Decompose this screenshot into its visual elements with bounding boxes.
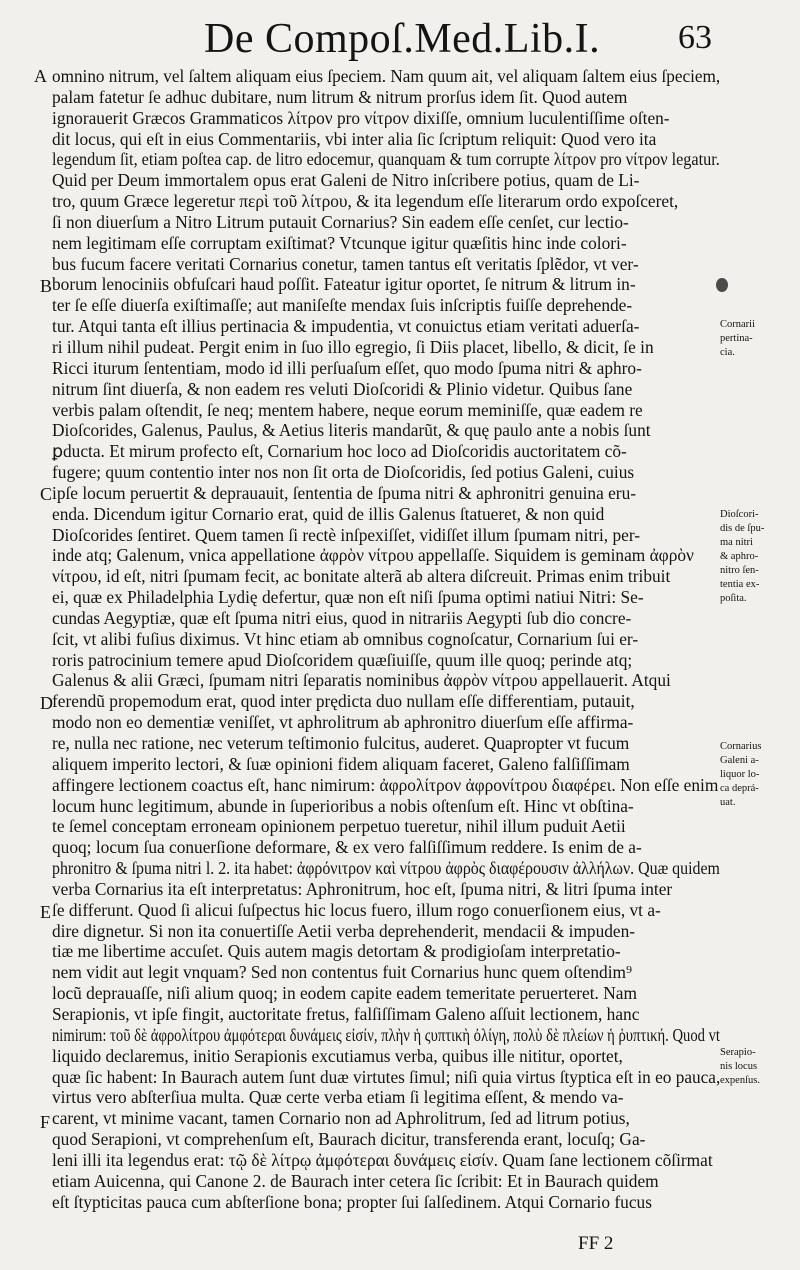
text-line: etiam Auicenna, qui Canone 2. de Baurach inter cetera ſic ſcribit: Et in Baurach quidem bbox=[52, 1170, 659, 1191]
running-title: De Compoſ.Med.Lib.I. bbox=[204, 16, 601, 62]
section-letter-d: D bbox=[40, 693, 53, 713]
sidenote-line: Galeni a- bbox=[720, 755, 759, 766]
page-number: 63 bbox=[678, 19, 712, 56]
text-line: tur. Atqui tanta eſt illius pertinacia & impudentia, vt conuictus etiam veritati aduerſa- bbox=[52, 316, 640, 337]
text-line: ſe differunt. Quod ſi alicui ſuſpectus hic locus fuero, illum rogo conuerſionem eius, vt a- bbox=[52, 899, 661, 920]
sidenote-cornarii-pertinacia bbox=[720, 318, 798, 360]
sidenote-line: Serapio- bbox=[720, 1047, 756, 1058]
text-line: modo non eo dementiæ veniſſet, vt aphrolitrum ab aphronitro diuerſum eſſe affirma- bbox=[52, 712, 634, 733]
text-line: legendum ſit, etiam poſtea cap. de litro edocemur, quanquam & tum corrupte λίτρον pro νίτρον legatur. bbox=[52, 149, 720, 170]
text-line: ꝑducta. Et mirum profecto eſt, Cornarium hoc loco ad Dioſcoridis auctoritatem cõ- bbox=[52, 441, 627, 462]
text-line: verba Cornarius ita eſt interpretatus: Aphronitrum, hoc eſt, ſpuma nitri, & litri ſpuma inter bbox=[52, 878, 673, 899]
text-line: re, nulla nec ratione, nec veterum teſtimonio fulcitus, auderet. Quapropter vt fucum bbox=[52, 733, 630, 753]
sidenote-line: Cornarius bbox=[720, 741, 762, 752]
text-line: nem vidit aut legit vnquam? Sed non contentus fuit Cornarius hunc quem oſtendim⁹ bbox=[52, 962, 633, 983]
text-line: verbis palam oſtendit, ſe neq; mentem habere, neque eorum meminiſſe, quæ eadem re bbox=[52, 399, 643, 420]
text-line: quæ ſic habent: In Baurach autem ſunt duæ virtutes ſimul; niſi quia virtus ſtyptica eſt in eo pauca, bbox=[52, 1066, 721, 1087]
text-line: dire dignetur. Si non ita conuertiſſe Aetii verba deprehenderit, mendacii & impuden- bbox=[52, 920, 636, 941]
text-line: ferendũ propemodum erat, quod inter prędicta duo nullam eſſe differentiam, putauit, bbox=[52, 691, 635, 712]
sidenote-serapionis bbox=[720, 1046, 798, 1088]
text-line: eſt ſtypticitas pauca cum abſterſione bona; propter ſui ſalſedinem. Atqui Cornario fucus bbox=[52, 1191, 652, 1212]
text-line: aliquem imperito lectori, & ſuæ opinioni fidem aliquam faceret, Galeno falſiſſimam bbox=[52, 753, 630, 774]
text-line: enda. Dicendum igitur Cornario erat, quid de illis Galenus ſtatueret, & non quid bbox=[52, 503, 605, 524]
text-line: liquido declaremus, initio Serapionis excutiamus verba, quibus ille nititur, oportet, bbox=[52, 1045, 623, 1066]
text-line: inde atq; Galenum, vnica appellatione ἀφρὸν νίτρου appellaſſe. Siquidem is geminam ἀφρὸν bbox=[52, 545, 694, 566]
sidenote-line: ma nitri bbox=[720, 537, 753, 548]
text-line: locum hunc legitimum, abunde in ſuperioribus a nobis oſtenſum eſt. Hinc vt obſtina- bbox=[52, 795, 634, 816]
signature-mark: FF 2 bbox=[578, 1233, 614, 1254]
sidenote-line: ca deprá- bbox=[720, 783, 759, 794]
text-line: quod Serapioni, vt comprehenſum eſt, Baurach dicitur, transferenda erant, locuſq; Ga- bbox=[52, 1129, 646, 1150]
sidenote-line: nis locus bbox=[720, 1061, 758, 1072]
text-line: carent, vt minime vacant, tamen Cornario non ad Aphrolitrum, ſed ad litrum potius, bbox=[52, 1108, 630, 1129]
text-line: virtus vero abſterſiua multa. Quæ certe verba etiam ſi legitima eſſent, & mendo va- bbox=[52, 1087, 624, 1108]
sidenote-line: & aphro- bbox=[720, 551, 759, 562]
text-line: ſi non diuerſum a Nitro Litrum putauit Cornarius? Sin eadem eſſe cenſet, cur lectio- bbox=[52, 211, 629, 232]
sidenote-line: uat. bbox=[720, 797, 736, 808]
sidenote-line: poſita. bbox=[720, 593, 747, 604]
sidenote-line: liquor lo- bbox=[720, 769, 760, 780]
text-line: νίτρου, id eſt, nitri ſpumam fecit, ac bonitate alterã ab altera diſcreuit. Primas enim tribuit bbox=[52, 566, 671, 587]
text-line: dit locus, qui eſt in eius Commentariis, vbi inter alia ſic ſcriptum reliquit: Quod vero ita bbox=[52, 128, 657, 149]
text-line: tro, quum Græce legeretur περὶ τοῦ λίτρου, & ita legendum eſſe literarum ordo expoſceret, bbox=[52, 191, 679, 212]
sidenote-line: pertina- bbox=[720, 333, 753, 344]
text-line: Quid per Deum immortalem opus erat Galeni de Nitro inſcribere potius, quam de Li- bbox=[52, 170, 640, 191]
text-line: omnino nitrum, vel ſaltem aliquam eius ſpeciem. Nam quum ait, vel aliquam ſaltem eius ſpeciem, bbox=[52, 66, 721, 86]
text-line: ſcit, vt alibi fuſius diximus. Vt hinc etiam ab omnibus cognoſcatur, Cornarium ſui er- bbox=[52, 628, 639, 649]
sidenote-line: cia. bbox=[720, 347, 735, 358]
sidenote-line: tentia ex- bbox=[720, 579, 760, 590]
sidenote-dioscoridis bbox=[720, 508, 798, 606]
sidenote-line: Dioſcori- bbox=[720, 509, 759, 520]
ink-blot bbox=[716, 278, 728, 292]
text-line: ignorauerit Græcos Grammaticos λίτρον pro νίτρον dixiſſe, omnium luculentiſſime oſten- bbox=[52, 107, 670, 128]
text-line: cundas Aegyptiæ, quæ eſt ſpuma nitri eius, quod in nitrariis Aegypti ſub dio concre- bbox=[52, 607, 632, 628]
section-letter-b: B bbox=[40, 276, 53, 296]
text-line: nitrum ſint diuerſa, & non eadem res veluti Dioſcoridi & Plinio videtur. Quibus ſane bbox=[52, 378, 633, 399]
text-line: fugere; quum contentio inter nos non ſit orta de Dioſcoridis, ſed potius Galeni, cuius bbox=[52, 462, 635, 483]
text-line: borum lenociniis obfuſcari haud poſſit. Fateatur igitur oportet, ſe nitrum & litrum in- bbox=[52, 274, 636, 295]
text-line: ter ſe eſſe diuerſa exiſtimaſſe; aut maniſeſte mendax ſuis inſcriptis fuiſſe deprehende- bbox=[52, 295, 633, 316]
text-line: phronitro & ſpuma nitri l. 2. ita habet: ἀφρόνιτρον καὶ νίτρου ἀφρὸς διαφέρουσιν ἀλλήλων. Quæ quidem bbox=[52, 858, 720, 879]
text-line: leni illi ita legendus erat: τῷ δὲ λίτρῳ ἀμφότεραι δυνάμεις εἰσίν. Quam ſane lectionem cõſirmat bbox=[52, 1149, 713, 1170]
sidenote-line: Cornarii bbox=[720, 319, 755, 330]
text-line: ri illum nihil pudeat. Pergit enim in ſuo illo egregio, ſi Diis placet, libello, & dicit, ſe in bbox=[52, 336, 654, 357]
sidenote-cornarius-galeni bbox=[720, 740, 798, 810]
text-line: ipſe locum peruertit & deprauauit, ſententia de ſpuma nitri & aphronitri genuina eru- bbox=[52, 482, 637, 503]
section-letter-c: C bbox=[40, 484, 53, 504]
text-line: ei, quæ ex Philadelphia Lydię defertur, quæ non eſt niſi ſpuma optimi natiui Nitri: Se- bbox=[52, 587, 644, 608]
text-line: bus fucum facere veritati Cornarius conetur, tamen tantus eſt veritatis ſplẽdor, vt ver- bbox=[52, 253, 639, 274]
body-text bbox=[52, 66, 722, 1212]
text-line: Dioſcorides, Galenus, Paulus, & Aetius literis mandarũt, & quę paulo ante a nobis ſunt bbox=[52, 420, 651, 441]
text-line: nem legitimam eſſe corruptam exiſtimat? Vtcunque igitur quæſitis hinc inde colori- bbox=[52, 232, 627, 253]
text-line: Dioſcorides ſentiret. Quem tamen ſi rectè inſpexiſſet, vidiſſet illum ſpumam nitri, per- bbox=[52, 524, 641, 545]
section-letter-f: F bbox=[40, 1112, 51, 1132]
text-line: nimirum: τοῦ δὲ ἀφρολίτρου ἀμφότεραι δυνάμεις εἰσίν, πλὴν ἡ ςυπτικὴ ὀλίγη, πολὺ δὲ πλείων ἡ ῥυπτική. Quod vt bbox=[52, 1024, 720, 1045]
text-line: roris patrocinium temere apud Dioſcoridem quæſiuiſſe, quum ille quoq; perinde atq; bbox=[52, 649, 633, 670]
section-letter-e: E bbox=[40, 902, 51, 922]
page-header bbox=[0, 14, 800, 64]
text-line: Galenus & alii Græci, ſpumam nitri ſeparatis nominibus ἀφρὸν νίτρου appellauerit. Atqui bbox=[52, 670, 671, 691]
text-line: affingere lectionem coactus eſt, hanc nimirum: ἀφρολίτρον ἀφρονίτρου διαφέρει. Non eſſe enim bbox=[52, 774, 719, 795]
text-line: quoq; locum ſua conuerſione deformare, & ex vero falſiſſimum reddere. Is enim de a- bbox=[52, 837, 642, 858]
sidenote-line: dis de ſpu- bbox=[720, 523, 765, 534]
text-line: tiæ me libertime accuſet. Quis autem magis detortam & prodigioſam interpretatio- bbox=[52, 941, 621, 962]
text-line: locũ deprauaſſe, niſi alium quoq; in eodem capite eadem temeritate peruerteret. Nam bbox=[52, 983, 637, 1004]
text-line: palam fatetur ſe adhuc dubitare, num litrum & nitrum prorſus idem ſit. Quod autem bbox=[52, 86, 628, 107]
text-line: te ſemel conceptam erroneam opinionem perpetuo tueretur, nihil illum puduit Aetii bbox=[52, 816, 626, 837]
section-letter-a: A bbox=[34, 66, 47, 86]
sidenote-line: expenſus. bbox=[720, 1075, 760, 1086]
sidenote-line: nitro ſen- bbox=[720, 565, 759, 576]
text-line: Ricci iturum ſententiam, modo id illi perſuaſum eſſet, quo modo ſpuma nitri & aphro- bbox=[52, 357, 642, 378]
text-line: Serapionis, vt ipſe fingit, auctoritate fretus, falſiſſimam Galeno aſſuit lectionem, hanc bbox=[52, 1003, 640, 1024]
